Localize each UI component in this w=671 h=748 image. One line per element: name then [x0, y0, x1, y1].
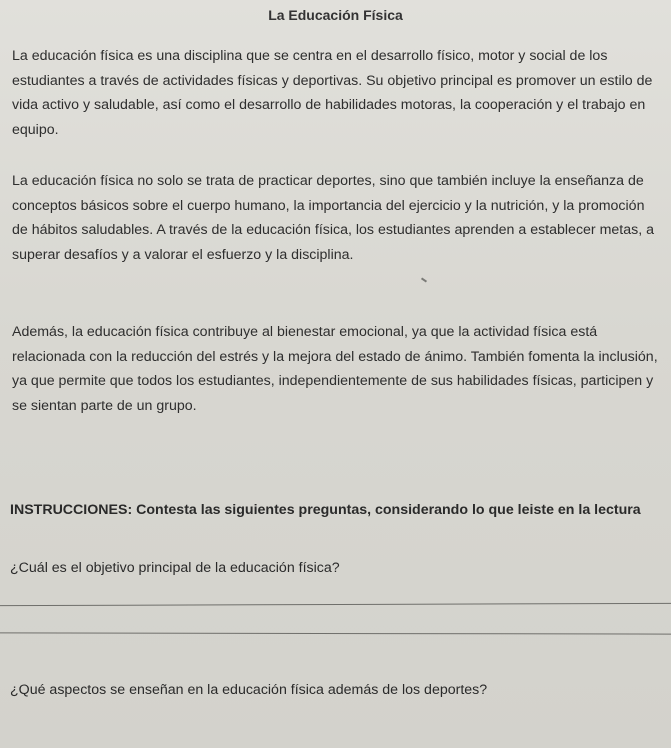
- pencil-mark: [421, 277, 427, 282]
- question-1: ¿Cuál es el objetivo principal de la educación física?: [10, 560, 340, 576]
- question-2: ¿Qué aspectos se enseñan en la educación física además de los deportes?: [10, 682, 488, 698]
- answer-line-2: [0, 632, 671, 634]
- paragraph-3: Además, la educación física contribuye al bienestar emocional, ya que la actividad física está relacionada con la reducción del estrés y la mejora del estado de ánimo. También fomenta la inclusión, ya que permite que todos los estudiantes, independientemente de sus habilidades físicas, participen y se sientan parte de un grupo.: [12, 324, 658, 414]
- document-title: La Educación Física: [268, 7, 403, 23]
- paragraph-1: La educación física es una disciplina que se centra en el desarrollo físico, motor y social de los estudiantes a través de actividades físicas y deportivas. Su objetivo principal es promover un estilo de vida activo y saludable, así como el desarrollo de habilidades motoras, la cooperación y el trabajo en equipo.: [12, 48, 653, 138]
- answer-line-1: [0, 603, 671, 606]
- paragraph-2: La educación física no solo se trata de practicar deportes, sino que también incluye la enseñanza de conceptos básicos sobre el cuerpo humano, la importancia del ejercicio y la nutrición, y la promoción de hábitos saludables. A través de la educación física, los estudiantes aprenden a establecer metas, a superar desafíos y a valorar el esfuerzo y la disciplina.: [12, 173, 654, 263]
- instructions-heading: INSTRUCCIONES: Contesta las siguientes preguntas, considerando lo que leiste en la lectura: [10, 502, 641, 518]
